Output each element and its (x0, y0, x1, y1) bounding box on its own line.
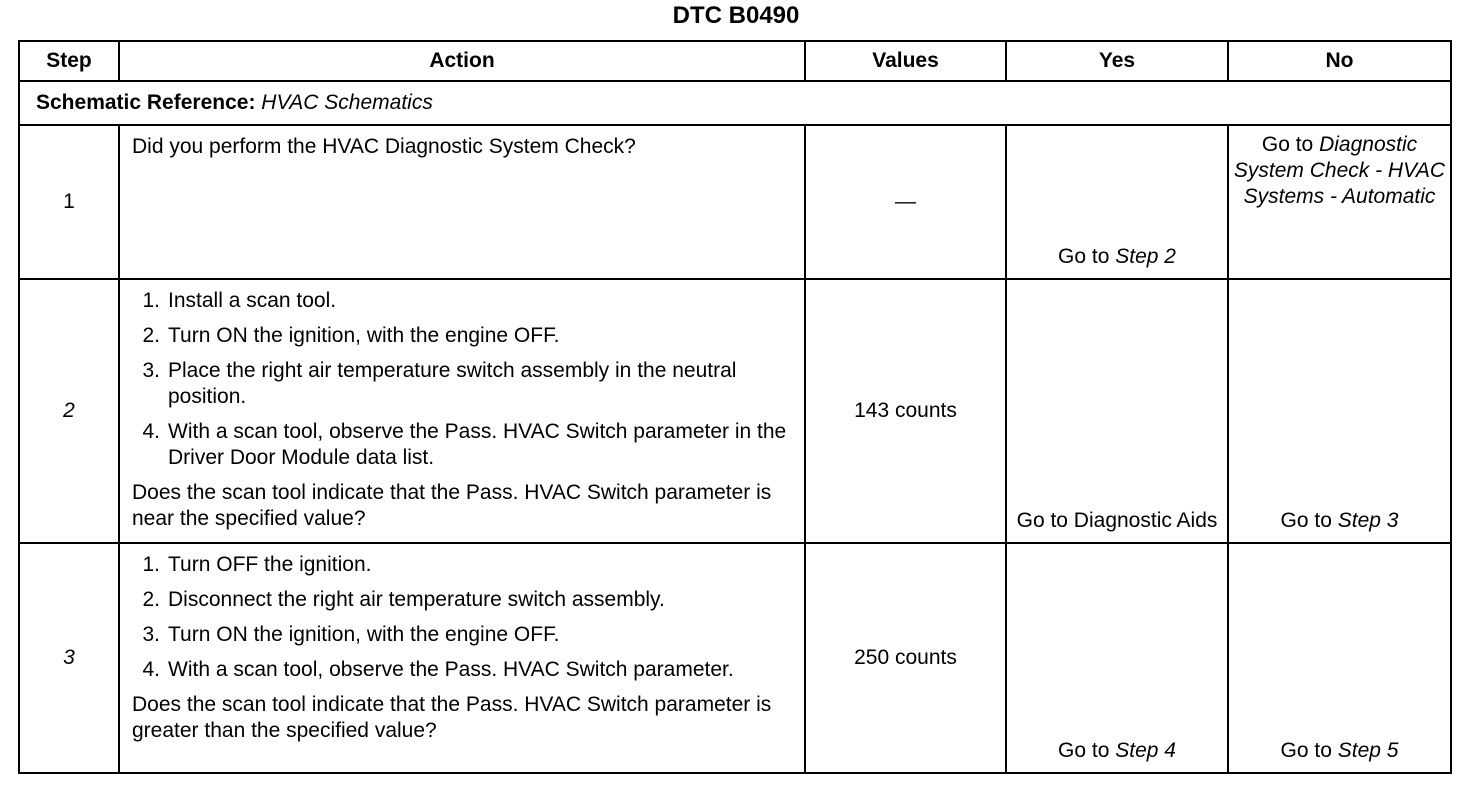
no-prefix: Go to (1280, 739, 1332, 762)
yes-cell (1006, 125, 1228, 279)
yes-step-link[interactable]: Step 4 (1115, 739, 1176, 762)
no-cell (1228, 543, 1451, 773)
action-steps-list (132, 288, 794, 471)
yes-text[interactable]: Go to Diagnostic Aids (1016, 509, 1218, 532)
header-values: Values (805, 41, 1006, 81)
header-step: Step (19, 41, 119, 81)
action-cell (119, 543, 805, 773)
no-prefix: Go to (1280, 509, 1332, 532)
yes-prefix: Go to (1058, 245, 1110, 268)
list-item: 2. Turn ON the ignition, with the engine OFF. (142, 324, 560, 347)
no-step-link[interactable]: Step 5 (1337, 739, 1399, 762)
yes-step-link[interactable]: Step 2 (1115, 245, 1176, 268)
table-row-step-1 (19, 125, 1451, 279)
action-question: Does the scan tool indicate that the Pass. HVAC Switch parameter is near the specified value? (132, 481, 772, 530)
header-yes: Yes (1006, 41, 1228, 81)
schematic-reference-label: Schematic Reference: (36, 91, 256, 114)
action-steps-list (132, 552, 794, 683)
no-prefix: Go to (1261, 133, 1314, 156)
action-question: Did you perform the HVAC Diagnostic System Check? (132, 135, 636, 158)
header-action: Action (119, 41, 805, 81)
yes-prefix: Go to (1058, 739, 1110, 762)
list-item: 1. Install a scan tool. (142, 289, 337, 312)
list-item: 2. Disconnect the right air temperature switch assembly. (142, 588, 665, 611)
list-item: 4. With a scan tool, observe the Pass. HVAC Switch parameter in the Driver Door Module data list. (142, 420, 787, 469)
no-cell (1228, 279, 1451, 543)
no-link[interactable]: Diagnostic System Check - HVAC Systems - Automatic (1233, 133, 1446, 208)
value-cell: — (805, 125, 1006, 279)
value-cell: 143 counts (805, 279, 1006, 543)
document-title: DTC B0490 (672, 2, 800, 29)
yes-cell (1006, 279, 1228, 543)
schematic-reference-link[interactable]: HVAC Schematics (261, 91, 433, 114)
yes-cell (1006, 543, 1228, 773)
list-item: 4. With a scan tool, observe the Pass. HVAC Switch parameter. (142, 658, 734, 681)
schematic-reference-row (19, 81, 1451, 125)
value-cell: 250 counts (805, 543, 1006, 773)
action-cell (119, 279, 805, 543)
header-row (19, 41, 1451, 81)
list-item: 3. Place the right air temperature switch assembly in the neutral position. (142, 359, 737, 408)
table-row-step-3 (19, 543, 1451, 773)
list-item: 3. Turn ON the ignition, with the engine OFF. (142, 623, 560, 646)
schematic-reference (19, 81, 1451, 125)
diagnostic-table (18, 40, 1452, 774)
list-item: 1. Turn OFF the ignition. (142, 553, 372, 576)
action-question: Does the scan tool indicate that the Pass. HVAC Switch parameter is greater than the specified value? (132, 693, 772, 742)
step-number: 1 (19, 125, 119, 279)
step-number: 3 (19, 543, 119, 773)
header-no: No (1228, 41, 1451, 81)
table-row-step-2 (19, 279, 1451, 543)
step-number: 2 (19, 279, 119, 543)
no-cell (1228, 125, 1451, 279)
action-cell (119, 125, 805, 279)
no-step-link[interactable]: Step 3 (1337, 509, 1399, 532)
